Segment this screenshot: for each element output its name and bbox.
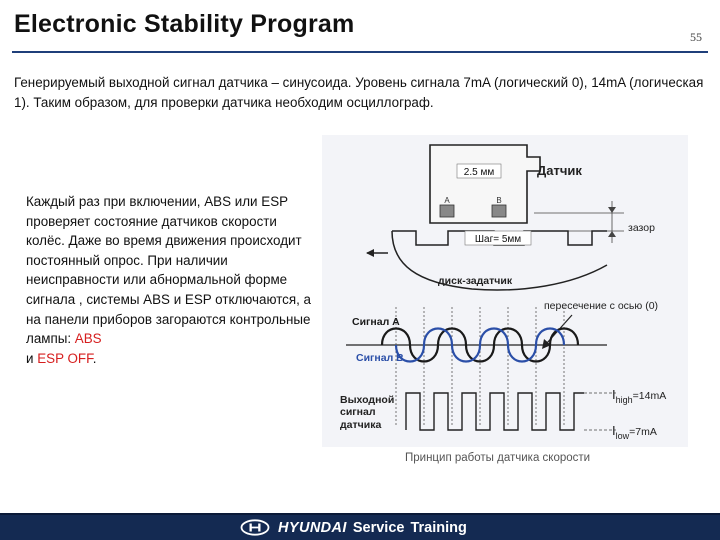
i-high-symbol: I <box>612 387 616 402</box>
side-text-main: Каждый раз при включении, ABS или ESP проверяет состояние датчиков скорости колёс. Даже во время движения происходит постоянный опрос. При наличии неисправности или абнормальной форме сигнала , системы ABS и ESP отключаются, а на панели приборов загораются контрольные лампы: <box>26 194 312 347</box>
side-paragraph <box>26 192 318 368</box>
step-label: Шаг= 5мм <box>474 234 522 245</box>
gap-label: зазор <box>628 222 655 234</box>
output-label-l2: сигнал <box>340 406 376 418</box>
slide-title: Electronic Stability Program <box>14 10 355 38</box>
i-high-label <box>612 387 666 405</box>
brand-service: Service <box>352 519 405 536</box>
crossing-label: пересечение с осью (0) <box>544 300 659 312</box>
sensor-diagram <box>322 135 688 447</box>
pin-b-label: B <box>496 196 502 205</box>
signal-b-label: Сигнал В <box>356 352 404 364</box>
side-text-conj: и <box>26 350 38 366</box>
i-low-value: =7mA <box>629 426 657 438</box>
side-text-end: . <box>92 350 97 366</box>
width-label: 2.5 мм <box>463 167 495 178</box>
output-label-l1: Выходной <box>340 394 395 406</box>
brand-lockup <box>240 519 467 536</box>
guide-lines <box>396 307 564 427</box>
i-low-subscript: low <box>615 431 630 441</box>
i-high-value: =14mA <box>632 390 667 402</box>
signal-a-label: Сигнал А <box>352 316 400 328</box>
i-low-label <box>612 423 657 441</box>
sensor-element-b <box>492 205 506 217</box>
pin-a-label: A <box>444 196 450 205</box>
output-square-wave <box>406 393 584 430</box>
footer-bar <box>0 513 720 540</box>
hyundai-logo-icon <box>240 519 270 536</box>
title-divider <box>12 51 708 53</box>
page-number: 55 <box>690 30 702 44</box>
i-low-symbol: I <box>612 423 616 438</box>
diagram-caption: Принцип работы датчика скорости <box>405 452 591 464</box>
i-high-subscript: high <box>615 395 633 405</box>
sensor-label: Датчик <box>537 163 582 178</box>
brand-training: Training <box>410 519 467 536</box>
esp-off-lamp-label: ESP OFF <box>37 350 93 366</box>
brand-name: HYUNDAI <box>278 519 347 536</box>
disc-label: диск-задатчик <box>438 275 513 287</box>
abs-lamp-label: ABS <box>74 331 102 347</box>
gap-arrow-head-bottom <box>608 231 616 237</box>
direction-arrow-head <box>366 249 374 257</box>
sensor-element-a <box>440 205 454 217</box>
output-label-l3: датчика <box>340 419 382 431</box>
intro-paragraph: Генерируемый выходной сигнал датчика – синусоида. Уровень сигнала 7mA (логический 0), 14mA (логическая 1). Таким образом, для проверки датчика необходим осциллограф. <box>14 75 704 110</box>
gap-arrow-head-top <box>608 207 616 213</box>
